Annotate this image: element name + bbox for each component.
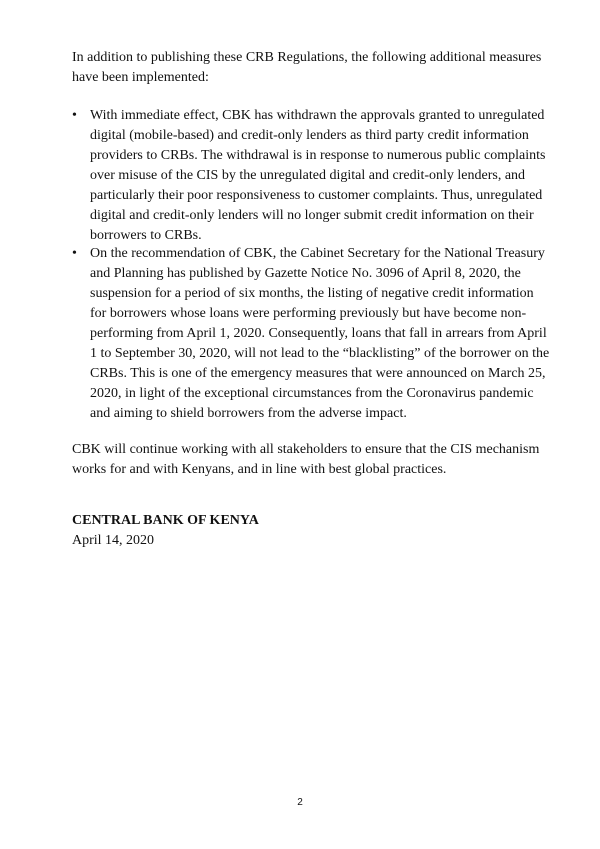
bullet-text: On the recommendation of CBK, the Cabinet Secretary for the National Treasury and Planning has published by Gazette Notice No. 3096 of April 8, 2020, the suspension for a period of six months, the listing of negative credit information for borrowers whose loans were performing previously but have become non-performing from April 1, 2020. Consequently, loans that fall in arrears from April 1 to September 30, 2020, will not lead to the “blacklisting” of the borrower on the CRBs. This is one of the emergency measures that were announced on March 25, 2020, in light of the exceptional circumstances from the Coronavirus pandemic and aiming to shield borrowers from the adverse impact. xyxy=(90,246,550,421)
intro-paragraph: In addition to publishing these CRB Regulations, the following additional measures have been implemented: xyxy=(72,50,542,85)
bullet-list xyxy=(72,244,550,424)
closing-paragraph: CBK will continue working with all stakeholders to ensure that the CIS mechanism works for and with Kenyans, and in line with best global practices. xyxy=(72,442,540,477)
signature-block xyxy=(72,511,259,551)
bullet-icon: • xyxy=(72,246,77,261)
list-item xyxy=(72,244,550,424)
signatory-name: CENTRAL BANK OF KENYA xyxy=(72,513,259,528)
list-item xyxy=(72,106,550,246)
bullet-icon: • xyxy=(72,108,77,123)
signature-date: April 14, 2020 xyxy=(72,533,155,548)
bullet-list xyxy=(72,106,550,246)
bullet-text: With immediate effect, CBK has withdrawn the approvals granted to unregulated digital (mobile-based) and credit-only lenders as third party credit information providers to CRBs. The withdrawal is in response to numerous public complaints over misuse of the CIS by the unregulated digital and credit-only lenders, and particularly their poor responsiveness to customer complaints. Thus, unregulated digital and credit-only lenders will no longer submit credit information on their borrowers to CRBs. xyxy=(90,108,546,243)
page-number: 2 xyxy=(297,797,303,808)
